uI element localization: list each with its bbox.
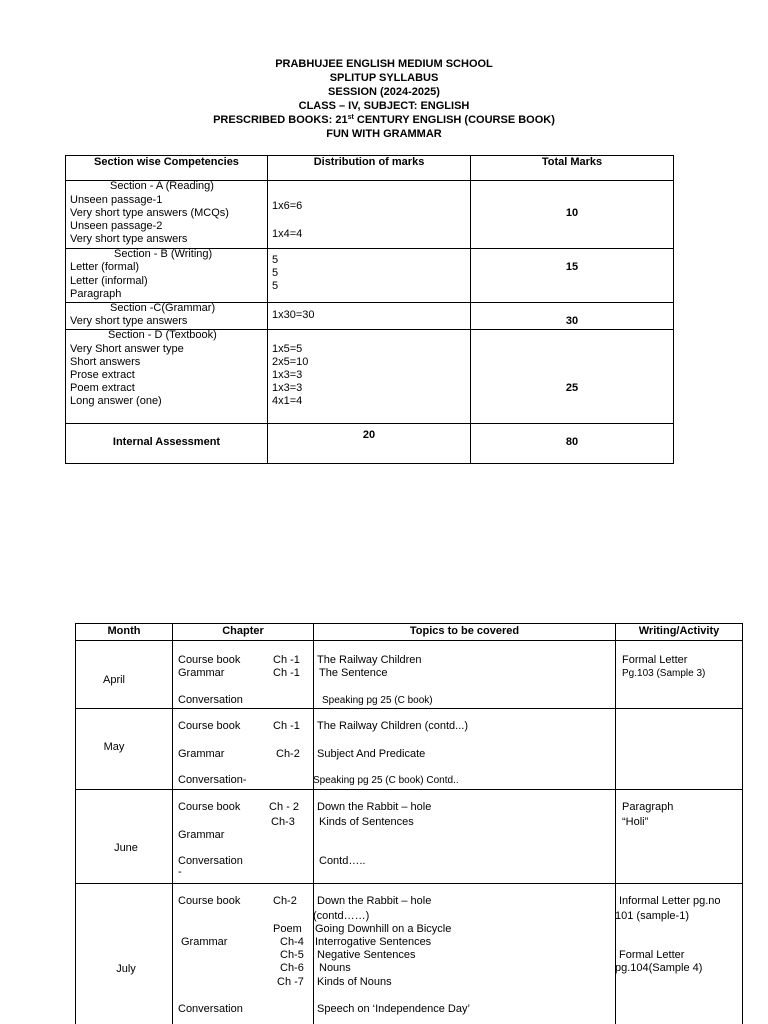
- header-writing-activity: Writing/Activity: [638, 625, 720, 637]
- header-distribution: Distribution of marks: [313, 156, 425, 168]
- july-topic: Negative Sentences: [317, 949, 416, 961]
- july-activity: Formal Letter: [619, 949, 685, 961]
- july-activity: 101 (sample-1): [615, 910, 689, 922]
- july-grammar-chapter: Ch-5: [280, 949, 304, 961]
- section-d-dist: 1x3=3: [272, 369, 303, 381]
- session: SESSION (2024-2025): [328, 86, 440, 98]
- section-b-item: Letter (informal): [70, 275, 148, 287]
- april-activity: Pg.103 (Sample 3): [622, 668, 706, 679]
- section-d-dist: 2x5=10: [272, 356, 309, 368]
- april-coursebook-chapter: Ch -1: [273, 654, 300, 666]
- header-competencies: Section wise Competencies: [94, 156, 239, 168]
- section-a-item: Very short type answers: [70, 233, 188, 245]
- april-activity: Formal Letter: [622, 654, 688, 666]
- grand-total: 80: [565, 436, 579, 448]
- section-b-dist: 5: [272, 254, 279, 266]
- section-b-title: Section - B (Writing): [114, 248, 213, 260]
- document-title: SPLITUP SYLLABUS: [329, 72, 439, 84]
- june-topic: Down the Rabbit – hole: [317, 801, 432, 813]
- april-topic: The Railway Children: [317, 654, 422, 666]
- section-d-item: Short answers: [70, 356, 141, 368]
- may-conversation-topic: Speaking pg 25 (C book) Contd..: [313, 775, 459, 786]
- section-d-title: Section - D (Textbook): [108, 329, 217, 341]
- june-coursebook-chapter: Ch - 2: [269, 801, 299, 813]
- april-conversation-topic: Speaking pg 25 (C book): [322, 695, 433, 706]
- header-total-marks: Total Marks: [541, 156, 603, 168]
- month-june: June: [114, 842, 138, 854]
- may-topic: The Railway Children (contd...): [317, 720, 469, 732]
- april-grammar-chapter: Ch -1: [273, 667, 300, 679]
- may-coursebook-chapter: Ch -1: [273, 720, 300, 732]
- section-d-item: Poem extract: [70, 382, 135, 394]
- section-a-item: Very short type answers (MCQs): [70, 207, 229, 219]
- july-activity: pg.104(Sample 4): [615, 962, 703, 974]
- section-b-total: 15: [565, 261, 579, 273]
- july-coursebook-chapter: Ch-2: [273, 895, 297, 907]
- april-coursebook-label: Course book: [178, 654, 241, 666]
- section-c-title: Section -C(Grammar): [110, 302, 216, 314]
- month-july: July: [116, 963, 136, 975]
- june-coursebook-chapter-2: Ch-3: [271, 816, 295, 828]
- section-d-total: 25: [565, 382, 579, 394]
- may-coursebook-label: Course book: [178, 720, 241, 732]
- june-activity: Paragraph: [622, 801, 674, 813]
- july-poem-label: Poem: [273, 923, 302, 935]
- prescribed-books: PRESCRIBED BOOKS: 21st CENTURY ENGLISH (COURSE BOOK): [213, 114, 555, 126]
- section-b-dist: 5: [272, 267, 279, 279]
- section-d-dist: 4x1=4: [272, 395, 303, 407]
- july-topic: (contd……): [313, 910, 370, 922]
- section-a-dist: 1x4=4: [272, 228, 303, 240]
- june-activity: “Holi”: [622, 816, 649, 828]
- month-may: May: [103, 741, 125, 753]
- section-c-total: 30: [565, 315, 579, 327]
- section-a-total: 10: [565, 207, 579, 219]
- june-conversation-label: Conversation: [178, 855, 243, 867]
- section-a-item: Unseen passage-1: [70, 194, 163, 206]
- may-conversation-label: Conversation-: [178, 774, 247, 786]
- april-grammar-label: Grammar: [178, 667, 225, 679]
- july-grammar-chapter: Ch-4: [280, 936, 304, 948]
- school-name: PRABHUJEE ENGLISH MEDIUM SCHOOL: [275, 58, 493, 70]
- section-c-item: Very short type answers: [70, 315, 188, 327]
- section-b-item: Letter (formal): [70, 261, 140, 273]
- june-grammar-label: Grammar: [178, 829, 225, 841]
- section-b-item: Paragraph: [70, 288, 122, 300]
- month-april: April: [102, 674, 125, 686]
- july-coursebook-label: Course book: [178, 895, 241, 907]
- july-topic: Interrogative Sentences: [315, 936, 432, 948]
- header-month: Month: [107, 625, 141, 637]
- july-conversation-label: Conversation: [178, 1003, 243, 1015]
- section-d-item: Long answer (one): [70, 395, 162, 407]
- grammar-book: FUN WITH GRAMMAR: [326, 128, 442, 140]
- class-subject: CLASS – IV, SUBJECT: ENGLISH: [298, 100, 470, 112]
- june-conversation-topic: Contd…..: [319, 855, 366, 867]
- july-conversation-topic: Speech on ‘Independence Day’: [317, 1003, 470, 1015]
- april-conversation-label: Conversation: [178, 694, 243, 706]
- section-a-title: Section - A (Reading): [110, 180, 214, 192]
- july-activity: Informal Letter pg.no: [619, 895, 721, 907]
- section-d-dist: 1x3=3: [272, 382, 303, 394]
- july-topic: Nouns: [319, 962, 351, 974]
- section-a-dist: 1x6=6: [272, 200, 303, 212]
- july-topic: Down the Rabbit – hole: [317, 895, 432, 907]
- june-topic: Kinds of Sentences: [319, 816, 414, 828]
- internal-assessment-label: Internal Assessment: [112, 436, 221, 448]
- june-conversation-dash: -: [178, 866, 182, 878]
- section-d-item: Prose extract: [70, 369, 135, 381]
- june-coursebook-label: Course book: [178, 801, 241, 813]
- april-topic: The Sentence: [319, 667, 388, 679]
- section-b-dist: 5: [272, 280, 279, 292]
- july-topic: Going Downhill on a Bicycle: [315, 923, 452, 935]
- header-chapter: Chapter: [222, 625, 264, 637]
- section-a-item: Unseen passage-2: [70, 220, 163, 232]
- july-grammar-chapter: Ch -7: [277, 976, 304, 988]
- may-grammar-label: Grammar: [178, 748, 225, 760]
- july-topic: Kinds of Nouns: [317, 976, 392, 988]
- july-grammar-label: Grammar: [181, 936, 228, 948]
- section-d-item: Very Short answer type: [70, 343, 184, 355]
- section-d-dist: 1x5=5: [272, 343, 303, 355]
- may-topic: Subject And Predicate: [317, 748, 426, 760]
- header-topics: Topics to be covered: [409, 625, 520, 637]
- july-grammar-chapter: Ch-6: [280, 962, 304, 974]
- internal-assessment-dist: 20: [362, 429, 376, 441]
- may-grammar-chapter: Ch-2: [276, 748, 300, 760]
- section-c-dist: 1x30=30: [272, 309, 315, 321]
